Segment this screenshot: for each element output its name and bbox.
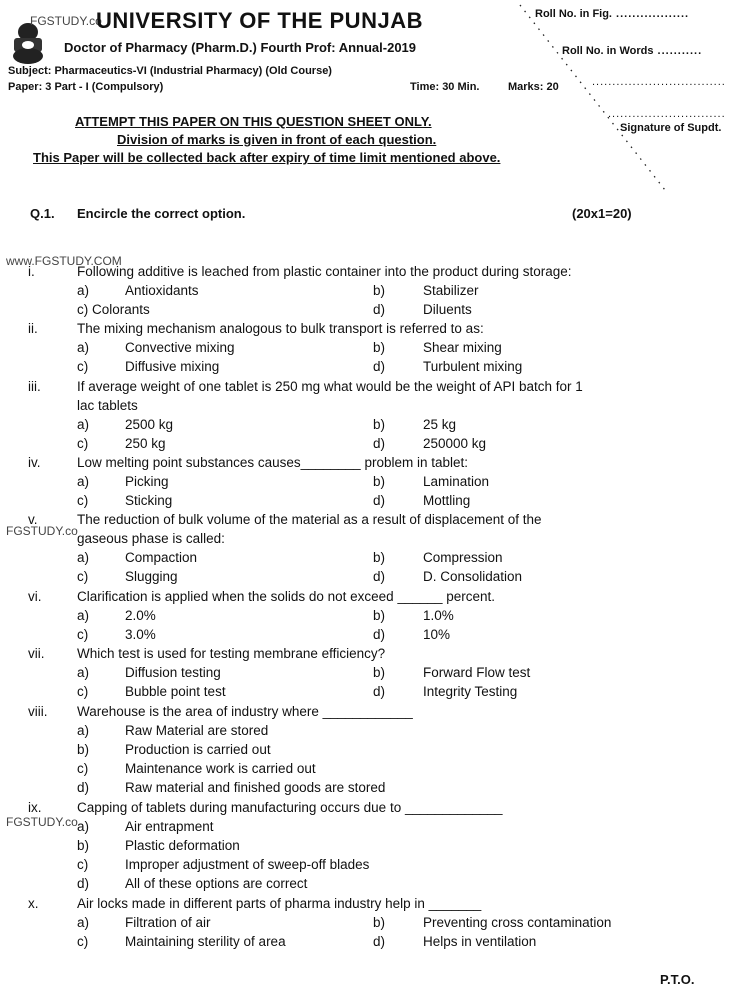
watermark-mid2: FGSTUDY.co: [6, 524, 78, 538]
option-letter: b): [373, 915, 386, 930]
option-text: Slugging: [125, 569, 178, 584]
option-text: Bubble point test: [125, 684, 226, 699]
option-text: Filtration of air: [125, 915, 211, 930]
option-letter: d): [373, 359, 386, 374]
q1-marks: (20x1=20): [572, 206, 632, 221]
option-text: Plastic deformation: [125, 838, 240, 853]
question-number: ii.: [28, 321, 38, 336]
option-letter: d): [373, 569, 386, 584]
question-number: v.: [28, 512, 38, 527]
option-text: Integrity Testing: [423, 684, 518, 699]
option-letter: b): [373, 417, 386, 432]
signature-label: Signature of Supdt.: [620, 122, 722, 134]
question-number: iv.: [28, 455, 41, 470]
option-letter: c): [77, 493, 89, 508]
question-text: If average weight of one tablet is 250 mg what would be the weight of API batch for 1: [77, 379, 583, 394]
question-text: Capping of tablets during manufacturing occurs due to _____________: [77, 800, 503, 815]
question-number: viii.: [28, 704, 48, 719]
option-letter: c): [77, 934, 89, 949]
option-text: Mottling: [423, 493, 471, 508]
instruction-2: Division of marks is given in front of each question.: [117, 132, 437, 147]
option-text: D. Consolidation: [423, 569, 523, 584]
question-text: Warehouse is the area of industry where ____________: [77, 704, 413, 719]
option-text: Raw Material are stored: [125, 723, 269, 738]
option-letter: d): [373, 493, 386, 508]
option-text: Picking: [125, 474, 169, 489]
option-text: Helps in ventilation: [423, 934, 537, 949]
option-text: Air entrapment: [125, 819, 214, 834]
option-text: 10%: [423, 627, 451, 642]
question-text: The reduction of bulk volume of the material as a result of displacement of the: [77, 512, 542, 527]
option-letter: d): [77, 780, 90, 795]
option-text: Improper adjustment of sweep-off blades: [125, 857, 370, 872]
option-text: 2500 kg: [125, 417, 174, 432]
option-letter: a): [77, 819, 90, 834]
question-number: vii.: [28, 646, 45, 661]
option-text: 25 kg: [423, 417, 457, 432]
option-text: Raw material and finished goods are stored: [125, 780, 386, 795]
option-letter: a): [77, 550, 90, 565]
option-text: Antioxidants: [125, 283, 199, 298]
option-letter: d): [373, 302, 386, 317]
marks-label: Marks: 20: [508, 81, 559, 93]
option-text: Diffusive mixing: [125, 359, 220, 374]
option-letter: a): [77, 340, 90, 355]
question-text: Following additive is leached from plastic container into the product during storage:: [77, 264, 572, 279]
question-text: The mixing mechanism analogous to bulk transport is referred to as:: [77, 321, 484, 336]
option-letter: a): [77, 474, 90, 489]
question-text: Clarification is applied when the solids do not exceed ______ percent.: [77, 589, 496, 604]
instruction-1: ATTEMPT THIS PAPER ON THIS QUESTION SHEET ONLY.: [75, 114, 432, 129]
option-text: Lamination: [423, 474, 490, 489]
paper-line: Paper: 3 Part - I (Compulsory): [8, 81, 164, 93]
question-number: x.: [28, 896, 39, 911]
option-letter: d): [373, 436, 386, 451]
signature-line: .............................: [608, 108, 726, 120]
pto-label: P.T.O.: [660, 972, 695, 987]
university-name: UNIVERSITY OF THE PUNJAB: [96, 8, 423, 33]
question-text: Low melting point substances causes________ problem in tablet:: [77, 455, 468, 470]
option-text: Maintenance work is carried out: [125, 761, 316, 776]
question-number: ix.: [28, 800, 42, 815]
option-letter: c): [77, 359, 89, 374]
option-letter: d): [373, 684, 386, 699]
question-text: gaseous phase is called:: [77, 531, 225, 546]
roll-no-words-line: .................................: [592, 76, 726, 88]
watermark-mid1: www.FGSTUDY.COM: [6, 254, 122, 268]
option-letter: d): [373, 627, 386, 642]
option-letter: c): [77, 627, 89, 642]
option-letter: c): [77, 761, 89, 776]
option-letter: a): [77, 723, 90, 738]
option-text: Diluents: [423, 302, 472, 317]
option-text: Maintaining sterility of area: [125, 934, 286, 949]
q1-title: Encircle the correct option.: [77, 206, 246, 221]
option-letter: b): [373, 474, 386, 489]
option-text: Diffusion testing: [125, 665, 221, 680]
option-text: Preventing cross contamination: [423, 915, 612, 930]
option-letter: a): [77, 915, 90, 930]
degree-title: Doctor of Pharmacy (Pharm.D.) Fourth Prof: Annual-2019: [64, 40, 417, 55]
option-text: 2.0%: [125, 608, 156, 623]
option-letter: a): [77, 417, 90, 432]
option-text: Turbulent mixing: [423, 359, 523, 374]
option-text: All of these options are correct: [125, 876, 308, 891]
option-letter: c): [77, 436, 89, 451]
option-text: c) Colorants: [77, 302, 150, 317]
question-text: Which test is used for testing membrane efficiency?: [77, 646, 386, 661]
option-letter: a): [77, 665, 90, 680]
option-text: Stabilizer: [423, 283, 479, 298]
time-label: Time: 30 Min.: [410, 81, 480, 93]
option-text: Production is carried out: [125, 742, 271, 757]
question-number: iii.: [28, 379, 41, 394]
option-text: Compaction: [125, 550, 198, 565]
option-letter: c): [77, 569, 89, 584]
option-text: Sticking: [125, 493, 173, 508]
option-text: Compression: [423, 550, 503, 565]
option-text: 1.0%: [423, 608, 454, 623]
watermark-mid3: FGSTUDY.co: [6, 815, 78, 829]
option-letter: a): [77, 608, 90, 623]
option-letter: b): [373, 550, 386, 565]
option-letter: c): [77, 857, 89, 872]
option-text: 250000 kg: [423, 436, 487, 451]
roll-no-fig-label: Roll No. in Fig. ..................: [535, 8, 690, 20]
option-text: Shear mixing: [423, 340, 502, 355]
watermark-top: FGSTUDY.co: [30, 14, 102, 28]
option-letter: b): [373, 283, 386, 298]
q1-number: Q.1.: [30, 206, 55, 221]
option-letter: d): [77, 876, 90, 891]
question-number: i.: [28, 264, 35, 279]
option-letter: b): [373, 340, 386, 355]
subject-line: Subject: Pharmaceutics-VI (Industrial Pharmacy) (Old Course): [8, 65, 332, 77]
option-letter: b): [373, 665, 386, 680]
option-letter: b): [373, 608, 386, 623]
option-letter: b): [77, 838, 90, 853]
question-text: Air locks made in different parts of pharma industry help in _______: [77, 896, 482, 911]
instruction-3: This Paper will be collected back after expiry of time limit mentioned above.: [33, 150, 501, 165]
option-text: Convective mixing: [125, 340, 235, 355]
question-number: vi.: [28, 589, 42, 604]
option-text: 3.0%: [125, 627, 156, 642]
option-letter: a): [77, 283, 90, 298]
roll-no-words-label: Roll No. in Words ...........: [562, 45, 703, 57]
option-text: 250 kg: [125, 436, 166, 451]
option-text: Forward Flow test: [423, 665, 531, 680]
option-letter: d): [373, 934, 386, 949]
option-letter: b): [77, 742, 90, 757]
option-letter: c): [77, 684, 89, 699]
question-text: lac tablets: [77, 398, 138, 413]
